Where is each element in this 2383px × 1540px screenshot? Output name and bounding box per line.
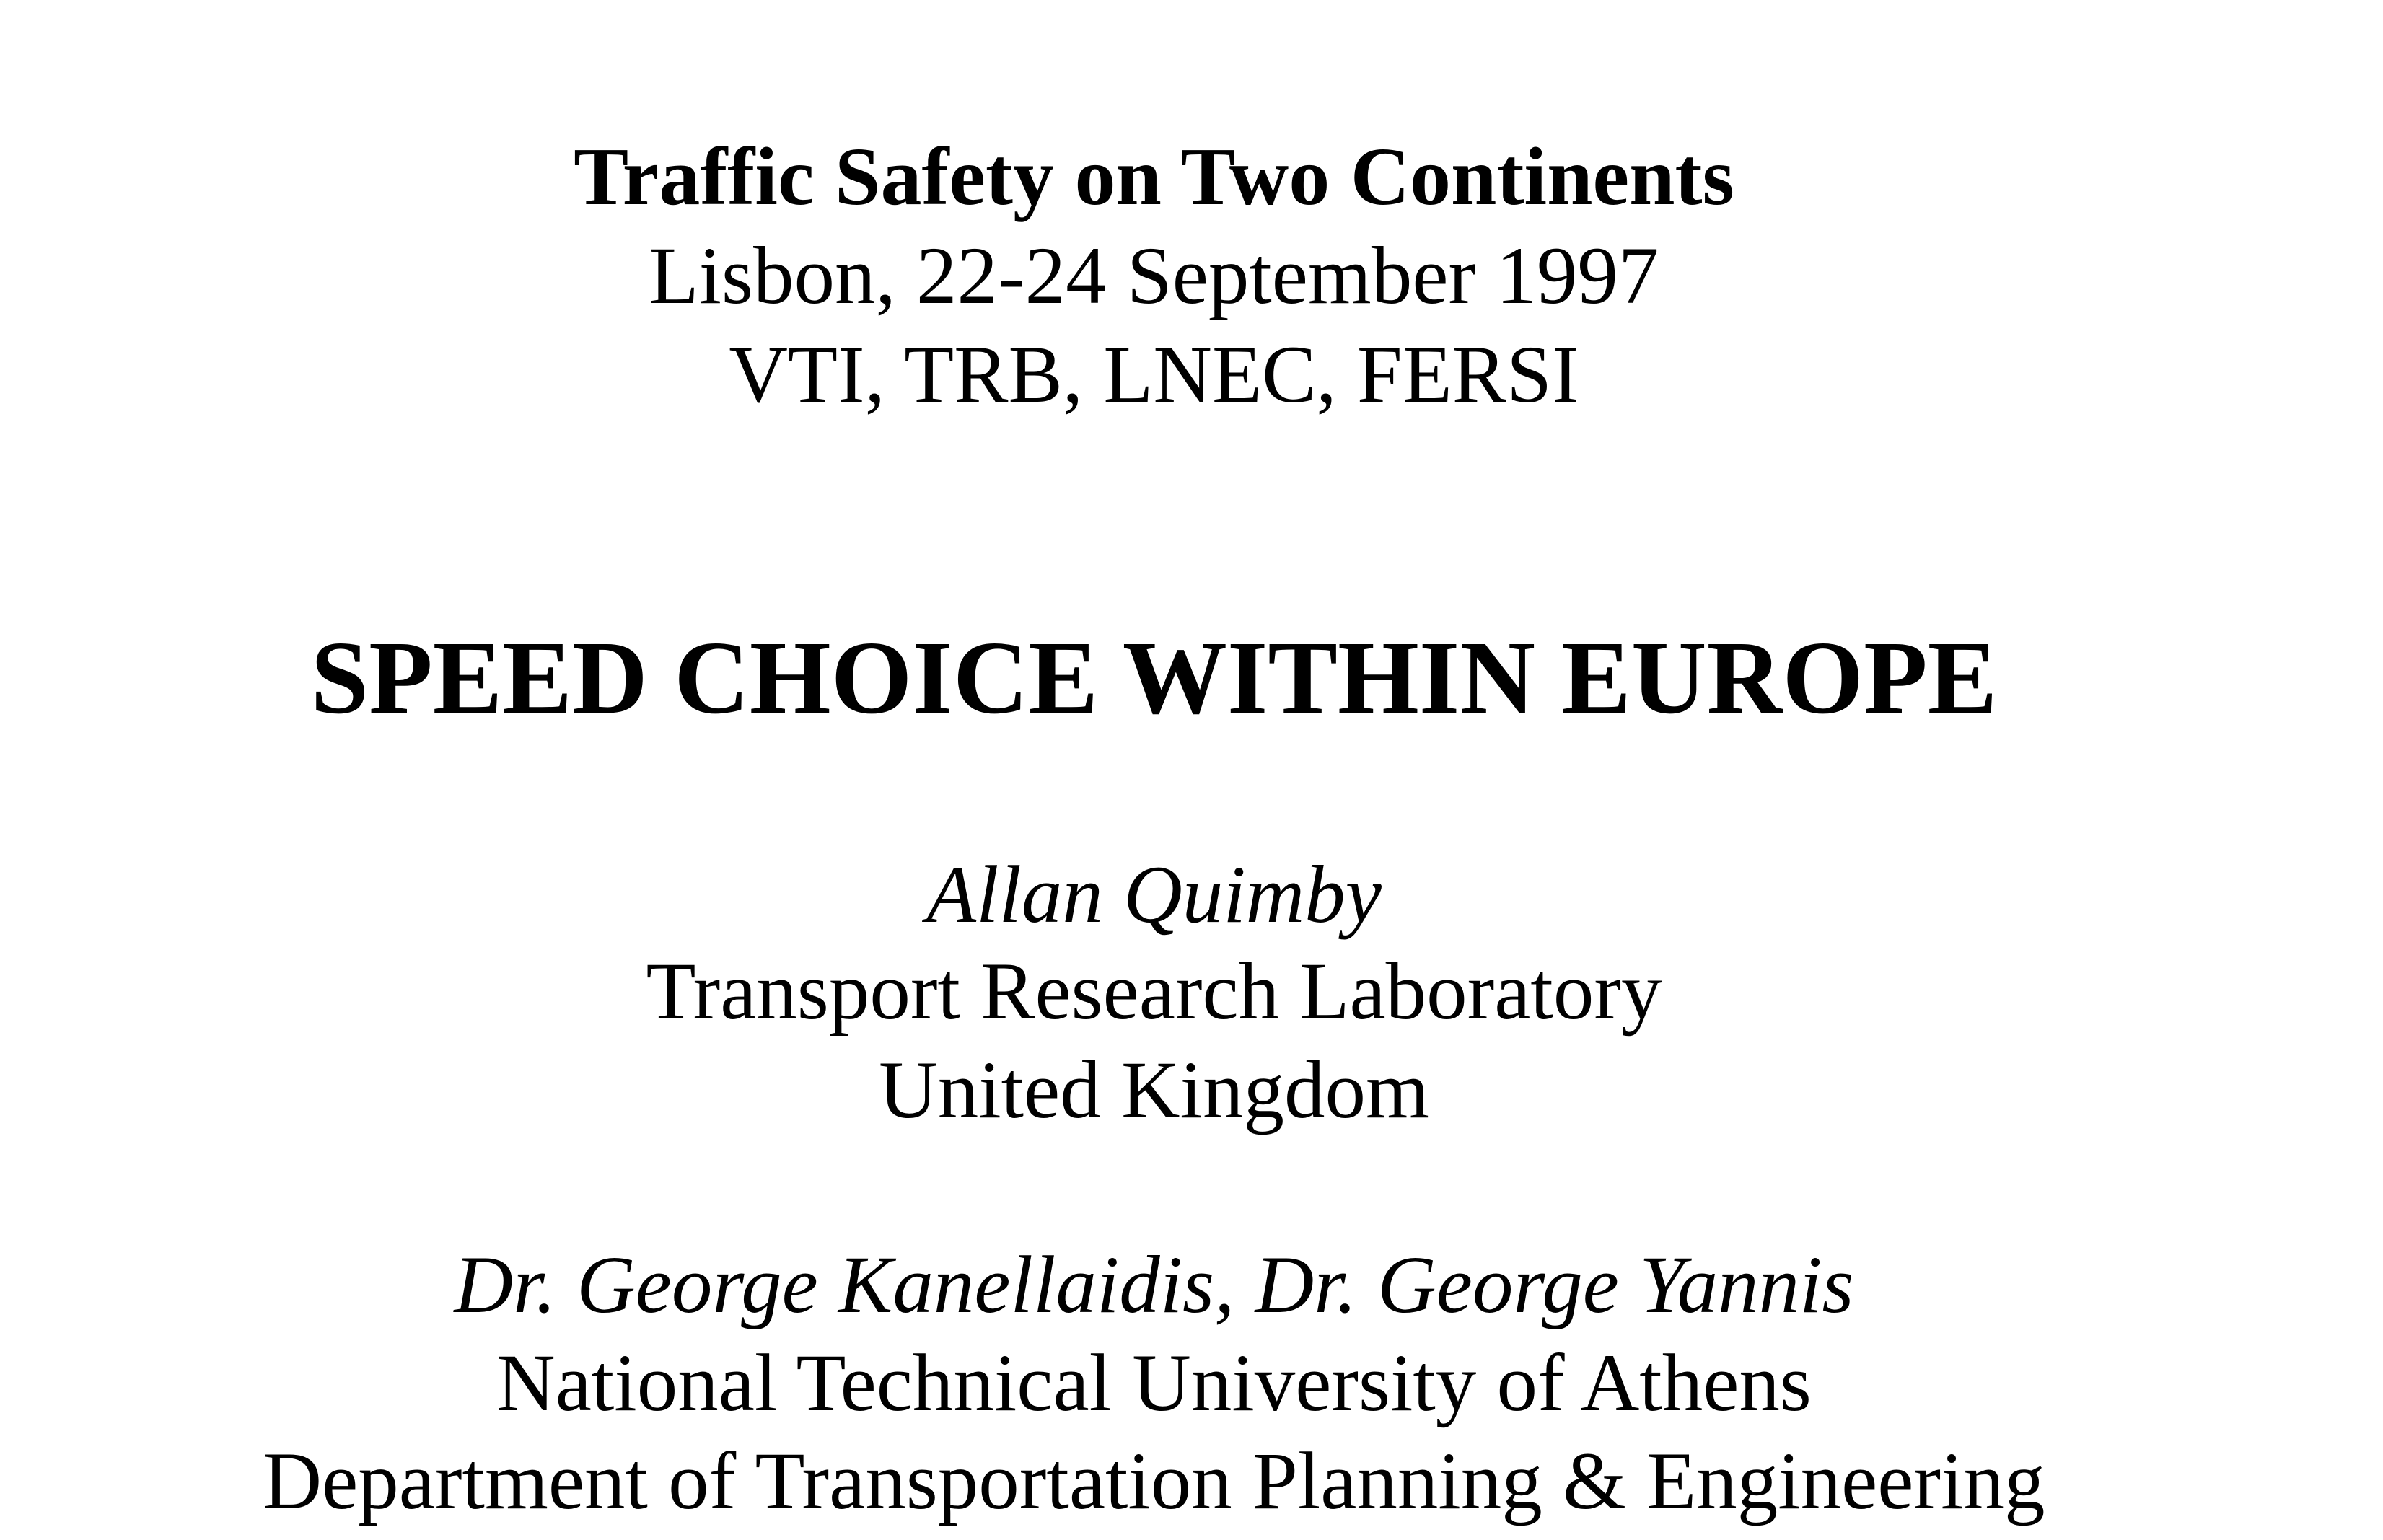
conference-place-date: Lisbon, 22-24 September 1997 xyxy=(649,231,1659,321)
paper-title: SPEED CHOICE WITHIN EUROPE xyxy=(310,620,1998,736)
conference-organizers: VTI, TRB, LNEC, FERSI xyxy=(729,330,1579,420)
author-department: Department of Transportation Planning & Engineering xyxy=(263,1436,2045,1526)
author-institution: National Technical University of Athens xyxy=(496,1338,1812,1428)
author-location: United Kingdom xyxy=(879,1045,1429,1135)
author-name: Allan Quimby xyxy=(926,850,1382,940)
author-names: Dr. George Kanellaidis, Dr. George Yannis xyxy=(454,1240,1854,1330)
author-institution: Transport Research Laboratory xyxy=(646,946,1662,1037)
conference-title: Traffic Safety on Two Continents xyxy=(574,131,1734,222)
